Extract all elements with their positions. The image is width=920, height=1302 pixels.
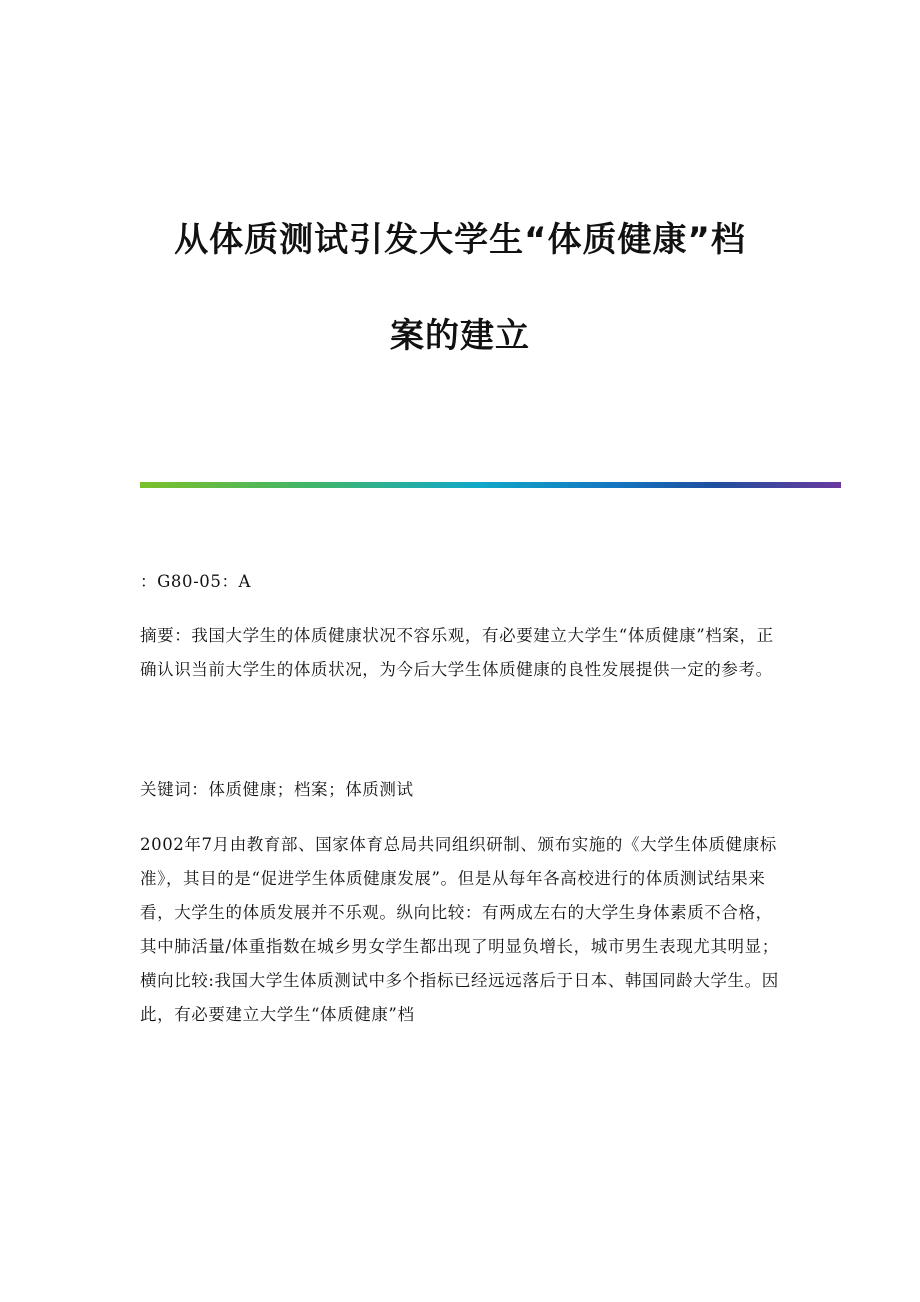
gradient-divider xyxy=(140,482,841,488)
document-title-line-2: 案的建立 xyxy=(390,316,530,356)
document-title-line-1: 从体质测试引发大学生“体质健康”档 xyxy=(174,220,746,260)
intro-paragraph: 2002年7月由教育部、国家体育总局共同组织研制、颁布实施的《大学生体质健康标准》，其目的是“促进学生体质健康发展”。但是从每年各高校进行的体质测试结果来看，大学生的体质发展并不乐观。纵向比较：有两成左右的大学生身体素质不合格，其中肺活量/体重指数在城乡男女学生都出现了明显负增长，城市男生表现尤其明显；横向比较:我国大学生体质测试中多个指标已经远远落后于日本、韩国同龄大学生。因此，有必要建立大学生“体质健康”档 xyxy=(140,835,779,1024)
keywords-paragraph: 关键词：体质健康；档案；体质测试 xyxy=(140,780,414,799)
abstract-paragraph: 摘要：我国大学生的体质健康状况不容乐观，有必要建立大学生“体质健康”档案，正确认识当前大学生的体质状况，为今后大学生体质健康的良性发展提供一定的参考。 xyxy=(140,626,774,679)
classification-code: ：G80-05：A xyxy=(140,572,252,591)
